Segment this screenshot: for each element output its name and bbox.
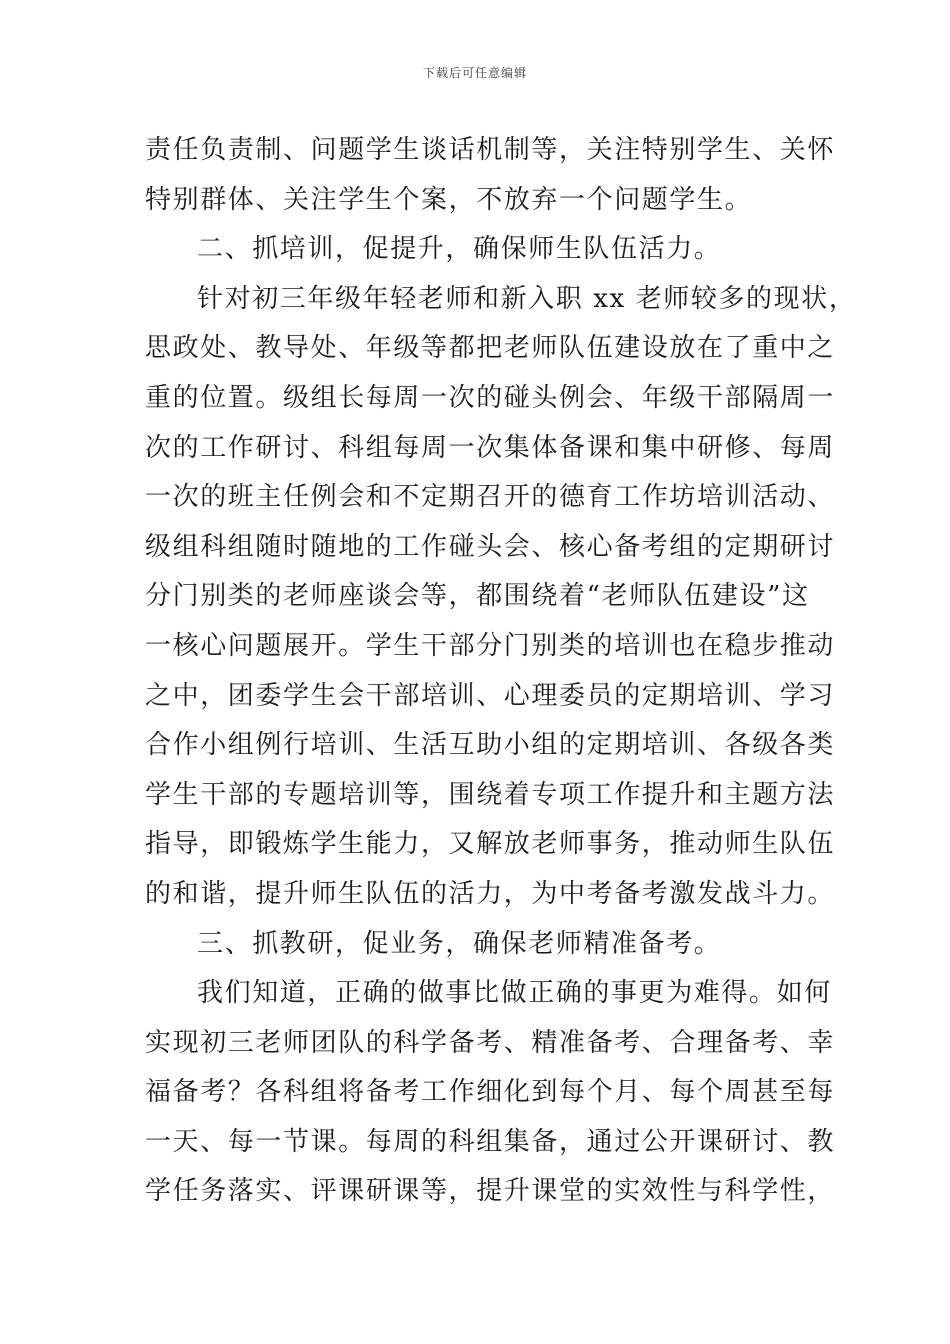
text-line: 指导，即锻炼学生能力，又解放老师事务，推动师生队伍	[145, 829, 836, 860]
text-line: 学生干部的专题培训等，围绕着专项工作提升和主题方法	[145, 779, 836, 810]
text-line: 责任负责制、问题学生谈话机制等，关注特别学生、关怀	[145, 135, 836, 165]
text-line: 分门别类的老师座谈会等，都围绕着“老师队伍建设”这	[145, 581, 810, 612]
section-heading-3: 三、抓教研，促业务，确保老师精准备考。	[197, 928, 722, 959]
text-line: 重的位置。级组长每周一次的碰头例会、年级干部隔周一	[145, 382, 836, 413]
section-heading-2: 二、抓培训，促提升，确保师生队伍活力。	[197, 234, 722, 265]
text-line: 一核心问题展开。学生干部分门别类的培训也在稳步推动	[145, 630, 836, 661]
text-line: 学任务落实、评课研课等，提升课堂的实效性与科学性，	[145, 1176, 836, 1207]
text-line: 特别群体、关注学生个案，不放弃一个问题学生。	[145, 184, 753, 215]
page-header-note: 下载后可任意编辑	[422, 66, 527, 80]
text-line: 合作小组例行培训、生活互助小组的定期培训、各级各类	[145, 730, 836, 761]
text-line: 之中，团委学生会干部培训、心理委员的定期培训、学习	[145, 680, 836, 711]
text-line: 思政处、教导处、年级等都把老师队伍建设放在了重中之	[145, 333, 836, 364]
text-line: 一天、每一节课。每周的科组集备，通过公开课研讨、教	[145, 1126, 836, 1157]
text-line: 级组科组随时随地的工作碰头会、核心备考组的定期研讨	[145, 531, 836, 562]
text-line: 次的工作研讨、科组每周一次集体备课和集中研修、每周	[145, 432, 836, 463]
text-line: 实现初三老师团队的科学备考、精准备考、合理备考、幸	[145, 1027, 836, 1058]
text-line: 的和谐，提升师生队伍的活力，为中考备考激发战斗力。	[145, 878, 836, 909]
paragraph-start: 针对初三年级年轻老师和新入职 xx 老师较多的现状，	[197, 283, 857, 314]
text-line: 福备考？各科组将备考工作细化到每个月、每个周甚至每	[145, 1077, 836, 1108]
text-line: 一次的班主任例会和不定期召开的德育工作坊培训活动、	[145, 482, 836, 513]
paragraph-start: 我们知道，正确的做事比做正确的事更为难得。如何	[197, 978, 832, 1009]
document-body	[145, 126, 857, 1217]
